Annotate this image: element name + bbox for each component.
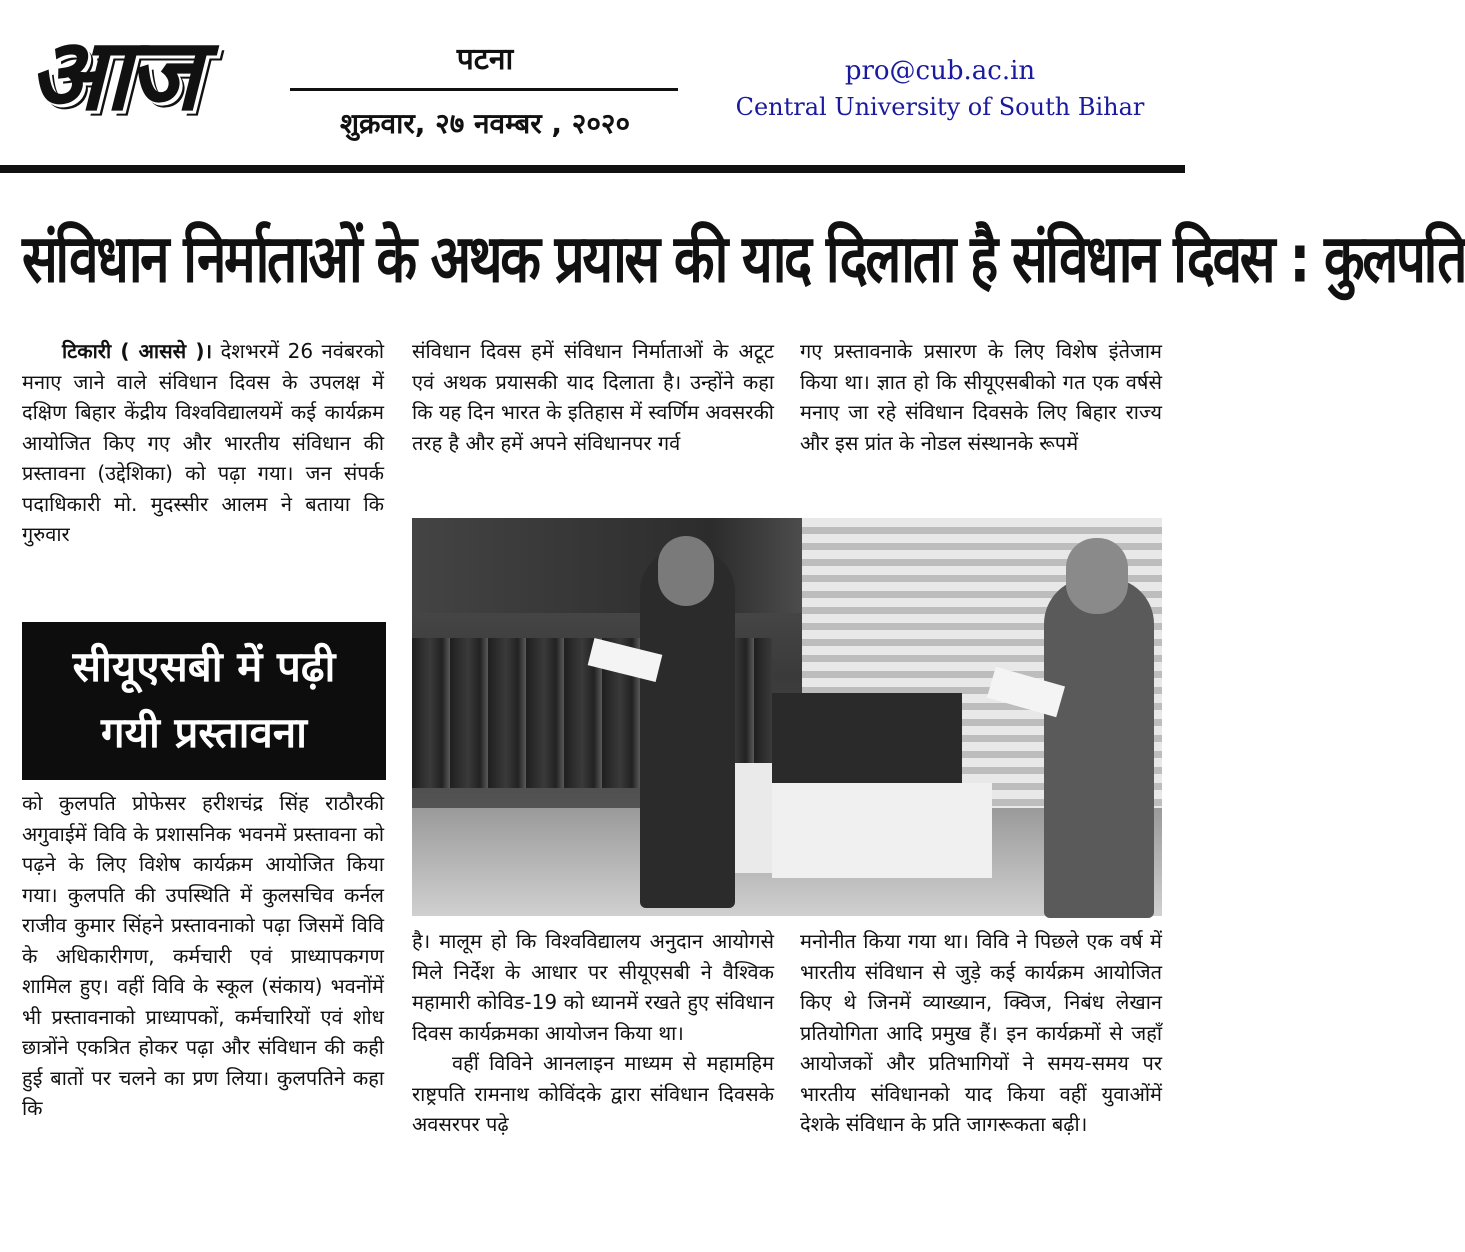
article-headline: संविधान निर्माताओं के अथक प्रयास की याद दिलाता है संविधान दिवस : कुलपति [22,221,1465,298]
photo-speaker-reading [640,548,735,908]
article-column-1-top [22,336,384,616]
article-dateline: टिकारी ( आससे )। [62,339,213,363]
newspaper-logo: आज [28,16,197,133]
article-text-col3-bottom: मनोनीत किया गया था। विवि ने पिछले एक वर्ष में भारतीय संविधान से जुड़े कई कार्यक्रम आयोजित किए थे जिनमें व्याख्यान, क्विज, निबंध लेखान प्रतियोगिता आदि प्रमुख हैं। इन कार्यक्रमों से जहाँ आयोजकों और प्रतिभागियों ने समय-समय पर भारतीय संविधानको याद किया वहीं युवाओंमें देशके संविधान के प्रति जागरूकता बढ़ी। [800,929,1162,1136]
city-divider [290,88,678,91]
photo-reception-desk-top [772,693,962,783]
article-column-3-top [800,336,1162,506]
article-text-col2-top: संविधान दिवस हमें संविधान निर्माताओं के अटूट एवं अथक प्रयासकी याद दिलाता है। उन्होंने कहा कि यह दिन भारत के इतिहास में स्वर्णिम अवसरकी तरह है और हमें अपने संविधानपर गर्व [412,339,774,455]
photo-vice-chancellor [1044,578,1154,918]
event-photo [412,518,1162,916]
article-text-col1-bottom: को कुलपति प्रोफेसर हरीशचंद्र सिंह राठौरकी अगुवाईमें विवि के प्रशासनिक भवनमें प्रस्तावना को पढ़ने के लिए विशेष कार्यक्रम आयोजित किया गया। कुलपति की उपस्थिति में कुलसचिव कर्नल राजीव कुमार सिंहने प्रस्तावनाको पढ़ा जिसमें विवि के अधिकारीगण, कर्मचारी एवं प्राध्यापकगण शामिल हुए। वहीं विवि के स्कूल (संकाय) भवनोंमें भी प्रस्तावनाको प्राध्यापकों, कर्मचारियों एवं शोध छात्रोंने एकत्रित होकर पढ़ा और संविधान की कही हुई बातों पर चलने का प्रण लिया। कुलपतिने कहा कि [22,791,384,1120]
article-column-3-bottom [800,926,1162,1248]
article-text-col2-bottom-p2: वहीं विविने आनलाइन माध्यम से महामहिम राष्ट्रपति रामनाथ कोविंदके द्वारा संविधान दिवसके अवसरपर पढ़े [412,1051,774,1136]
article-column-1-bottom [22,788,384,1248]
photo-vc-head [1066,538,1128,614]
article-subheadline [22,622,386,780]
article-column-2-top [412,336,774,506]
university-name: Central University of South Bihar [735,93,1145,121]
masthead [0,0,1185,165]
article-text-col1-top: देशभरमें 26 नवंबरको मनाए जाने वाले संविधान दिवस के उपलक्ष में दक्षिण बिहार केंद्रीय विश्वविद्यालयमें कई कार्यक्रम आयोजित किए गए और भारतीय संविधान की प्रस्तावना (उद्देशिका) को पढ़ा गया। जन संपर्क पदाधिकारी मो. मुदस्सीर आलम ने बताया कि गुरुवार [22,339,384,546]
article-text-col3-top: गए प्रस्तावनाके प्रसारण के लिए विशेष इंतेजाम किया था। ज्ञात हो कि सीयूएसबीको गत एक वर्षसे मनाए जा रहे संविधान दिवसके लिए बिहार राज्य और इस प्रांत के नोडल संस्थानके रूपमें [800,339,1162,455]
masthead-divider [0,165,1185,173]
contact-email: pro@cub.ac.in [844,56,1036,86]
edition-city: पटना [456,42,514,77]
subhead-line-2: गयी प्रस्तावना [100,708,308,757]
article-column-2-bottom [412,926,774,1248]
photo-reception-desk-front [772,783,992,878]
subhead-line-1: सीयूएसबी में पढ़ी [72,642,336,691]
edition-date: शुक्रवार, २७ नवम्बर , २०२० [339,107,631,140]
photo-speaker-head [658,536,714,606]
article-text-col2-bottom-p1: है। मालूम हो कि विश्वविद्यालय अनुदान आयोगसे मिले निर्देश के आधार पर सीयूएसबी ने वैश्विक महामारी कोविड-19 को ध्यानमें रखते हुए संविधान दिवस कार्यक्रमका आयोजन किया था। [412,929,774,1045]
